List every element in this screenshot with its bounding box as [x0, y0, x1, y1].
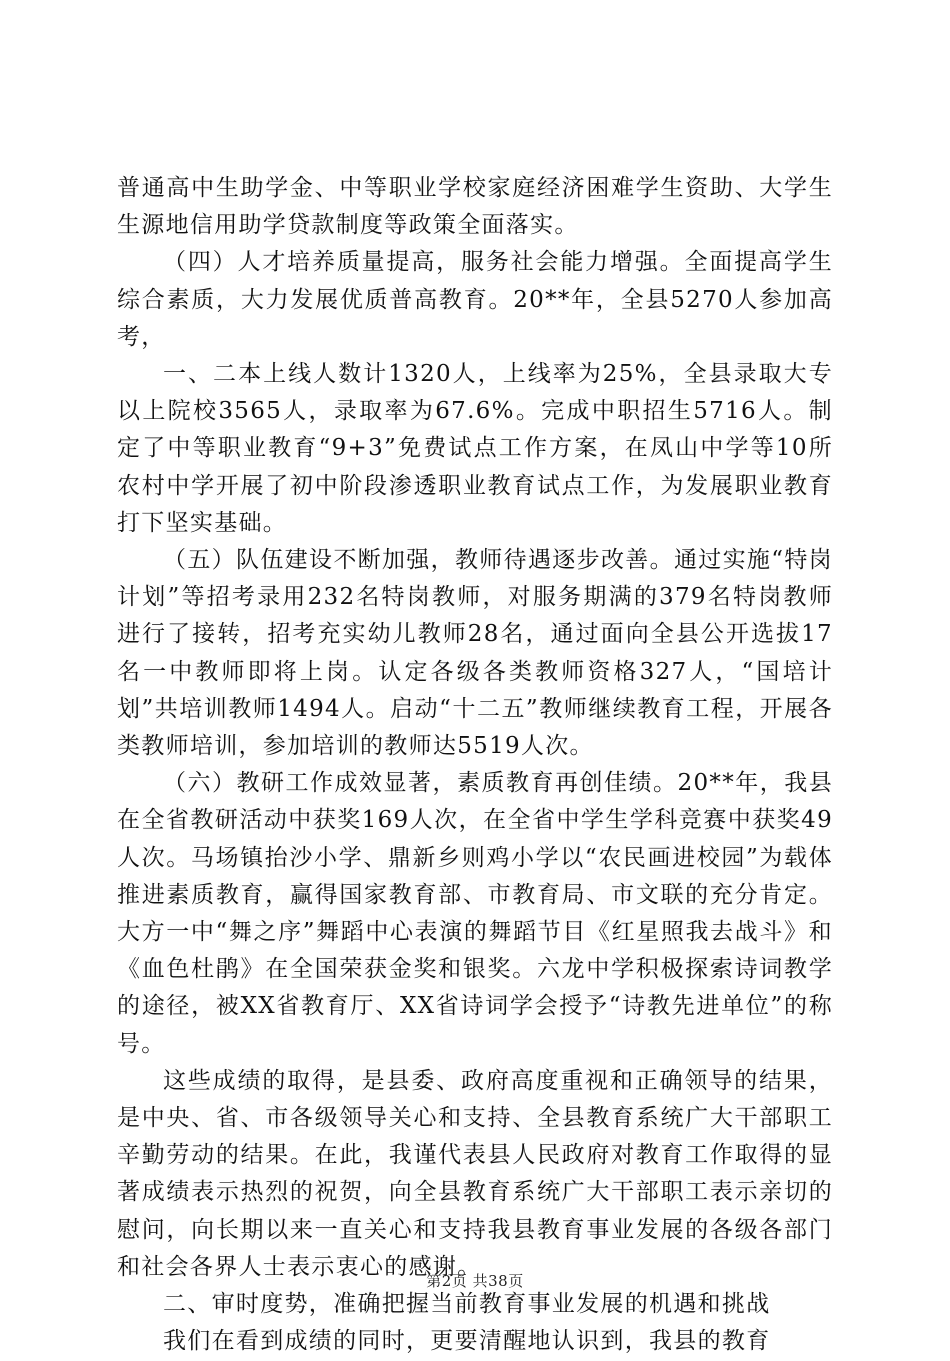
section-heading: 二、审时度势，准确把握当前教育事业发展的机遇和挑战: [163, 1291, 771, 1318]
paragraph-2: （四）人才培养质量提高，服务社会能力增强。全面提高学生综合素质，大力发展优质普高教育。20**年，全县5270人参加高考，: [117, 249, 833, 350]
document-body: [117, 170, 833, 1361]
paragraph-1: 普通高中生助学金、中等职业学校家庭经济困难学生资助、大学生生源地信用助学贷款制度等政策全面落实。: [117, 175, 833, 239]
paragraph-4: （五）队伍建设不断加强，教师待遇逐步改善。通过实施“特岗计划”等招考录用232名特岗教师，对服务期满的379名特岗教师进行了接转，招考充实幼儿教师28名，通过面向全县公开选拔17名一中教师即将上岗。认定各级各类教师资格327人，“国培计划”共培训教师1494人。启动“十二五”教师继续教育工程，开展各类教师培训，参加培训的教师达5519人次。: [117, 547, 833, 760]
paragraph-7: 我们在看到成绩的同时，更要清醒地认识到，我县的教育: [163, 1328, 771, 1355]
paragraph-5: （六）教研工作成效显著，素质教育再创佳绩。20**年，我县在全省教研活动中获奖169人次，在全省中学生学科竞赛中获奖49人次。马场镇抬沙小学、鼎新乡则鸡小学以“农民画进校园”为载体推进素质教育，赢得国家教育部、市教育局、市文联的充分肯定。大方一中“舞之序”舞蹈中心表演的舞蹈节目《红星照我去战斗》和《血色杜鹃》在全国荣获金奖和银奖。六龙中学积极探索诗词教学的途径，被XX省教育厅、XX省诗词学会授予“诗教先进单位”的称号。: [117, 770, 833, 1057]
paragraph-6: 这些成绩的取得，是县委、政府高度重视和正确领导的结果，是中央、省、市各级领导关心和支持、全县教育系统广大干部职工辛勤劳动的结果。在此，我谨代表县人民政府对教育工作取得的显著成绩表示热烈的祝贺，向全县教育系统广大干部职工表示亲切的慰问，向长期以来一直关心和支持我县教育事业发展的各级各部门和社会各界人士表示衷心的感谢。: [117, 1067, 833, 1280]
page-number-footer: 第2页 共38页: [426, 1272, 524, 1290]
paragraph-3: 一、二本上线人数计1320人，上线率为25%，全县录取大专以上院校3565人，录取率为67.6%。完成中职招生5716人。制定了中等职业教育“9+3”免费试点工作方案，在凤山中学等10所农村中学开展了初中阶段渗透职业教育试点工作，为发展职业教育打下坚实基础。: [117, 361, 833, 536]
